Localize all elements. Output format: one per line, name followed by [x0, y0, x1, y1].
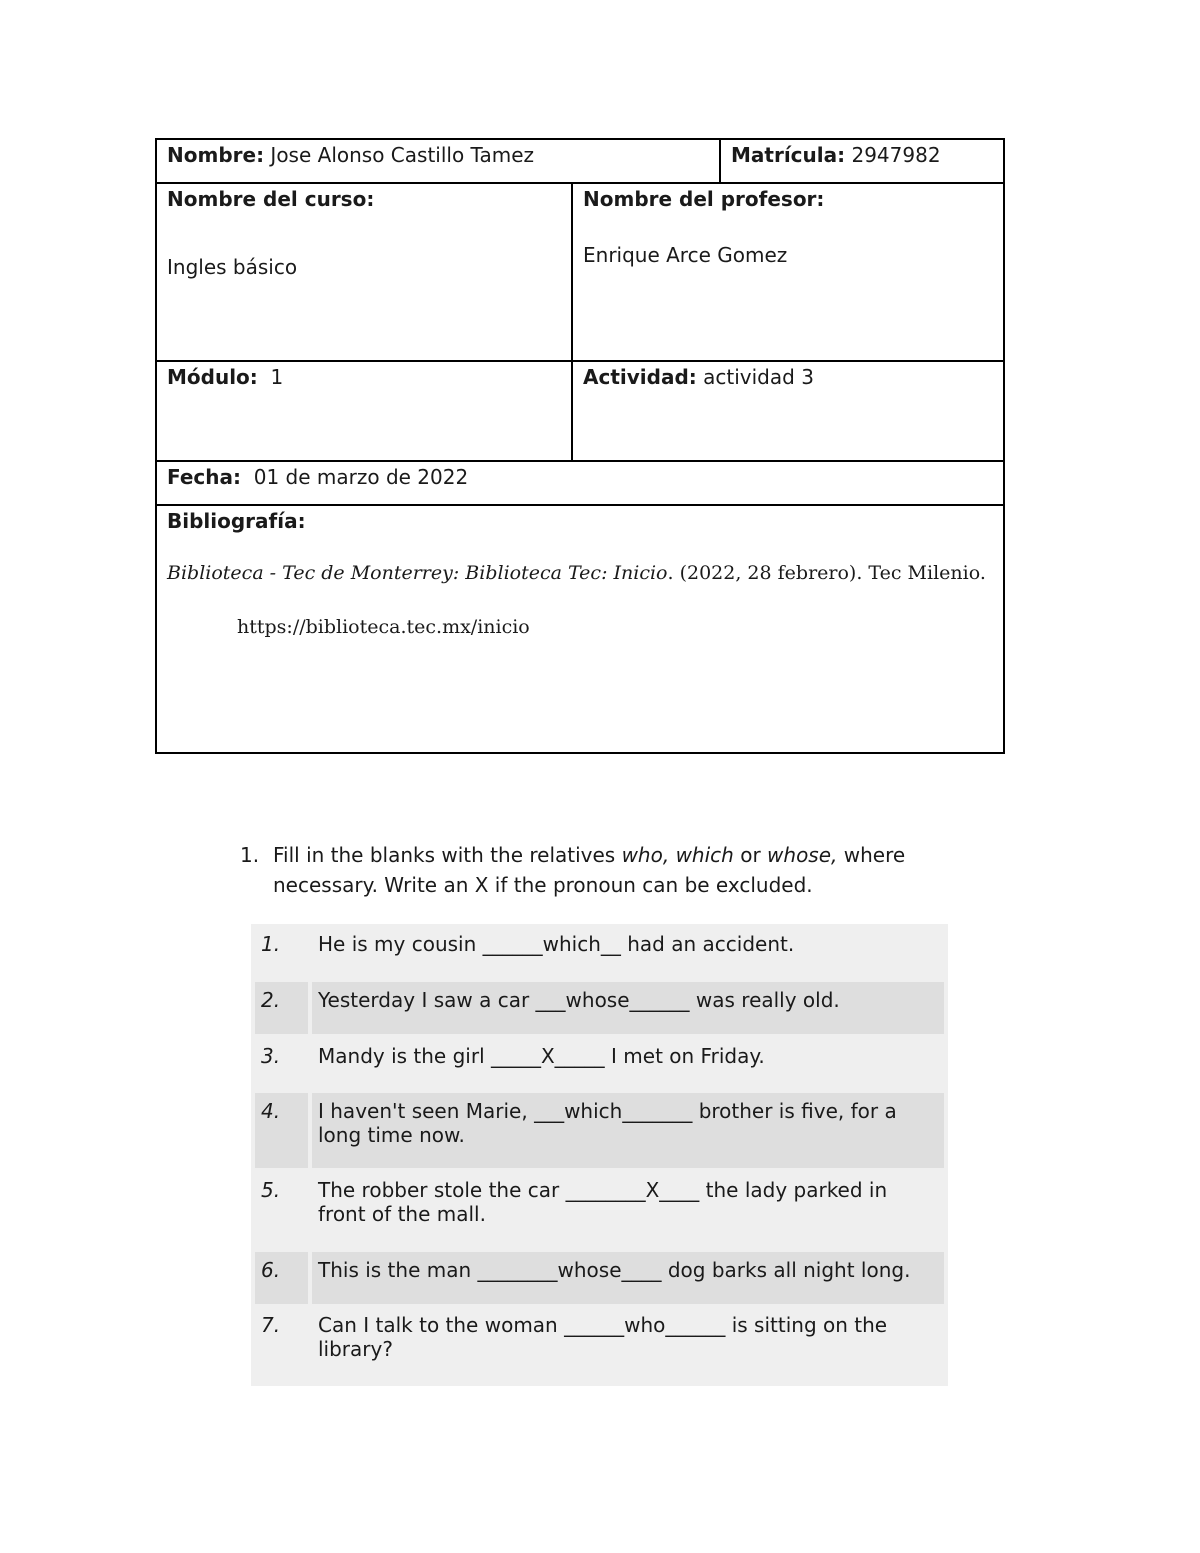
exercise-sentence: Mandy is the girl _____X_____ I met on Friday.: [318, 1044, 765, 1068]
exercise-number: 4.: [255, 1093, 308, 1168]
instruction-part-2: where necessary. Write an X if the pronoun can be excluded.: [273, 843, 906, 897]
exercise-sentence: He is my cousin ______which__ had an accident.: [318, 932, 795, 956]
exercise-sentence: Can I talk to the woman ______who______ is sitting on the library?: [318, 1313, 888, 1361]
exercise-row: [255, 1172, 944, 1248]
profesor-label: Nombre del profesor:: [583, 187, 825, 211]
fecha-label: Fecha:: [167, 465, 242, 489]
nombre-label: Nombre:: [167, 143, 265, 167]
profesor-cell: [572, 183, 1004, 361]
actividad-label: Actividad:: [583, 365, 697, 389]
instruction-or: or: [733, 843, 768, 867]
instruction-whose: whose,: [767, 843, 838, 867]
exercise-number: 1.: [261, 932, 281, 956]
exercise-row: [255, 1252, 944, 1304]
fecha-value: 01 de marzo de 2022: [253, 465, 469, 489]
exercise-number: 3.: [261, 1044, 281, 1068]
nombre-value: Jose Alonso Castillo Tamez: [270, 143, 534, 167]
instruction-who: who: [621, 843, 663, 867]
fecha-cell: [156, 461, 1004, 505]
matricula-cell: [720, 139, 1004, 183]
student-info-table: [155, 138, 1005, 754]
exercise-table: [251, 924, 948, 1386]
exercise-row: [255, 926, 944, 978]
curso-value: Ingles básico: [167, 255, 298, 279]
bibliografia-cell: [156, 505, 1004, 753]
bibliography-url: https://biblioteca.tec.mx/inicio: [237, 616, 530, 638]
modulo-cell: [156, 361, 572, 461]
modulo-value: 1: [270, 365, 284, 389]
instruction-text: [273, 840, 940, 900]
exercise-sentence: I haven't seen Marie, ___which_______ brother is five, for a long time now.: [312, 1093, 944, 1168]
exercise-number: 7.: [261, 1313, 281, 1337]
modulo-label: Módulo:: [167, 365, 258, 389]
exercise-number: 2.: [255, 982, 308, 1034]
actividad-cell: [572, 361, 1004, 461]
exercise-row: [255, 1307, 944, 1383]
exercise-row: [255, 1093, 944, 1168]
exercise-row: [255, 1038, 944, 1090]
instruction-which: which: [675, 843, 734, 867]
profesor-value: Enrique Arce Gomez: [583, 243, 788, 267]
curso-label: Nombre del curso:: [167, 187, 375, 211]
bibliography-entry: [167, 560, 993, 586]
exercise-row: [255, 982, 944, 1034]
actividad-value: actividad 3: [703, 365, 814, 389]
exercise-sentence: The robber stole the car ________X____ the lady parked in front of the mall.: [318, 1178, 888, 1226]
curso-cell: [156, 183, 572, 361]
instruction-part-1: Fill in the blanks with the relatives: [273, 843, 622, 867]
instruction-number: 1.: [240, 843, 260, 867]
matricula-value: 2947982: [851, 143, 941, 167]
instruction-comma: ,: [662, 843, 676, 867]
bibliography-title: Biblioteca - Tec de Monterrey: Biblioteca Tec: Inicio: [167, 562, 668, 584]
nombre-cell: [156, 139, 720, 183]
exercise-number: 6.: [255, 1252, 308, 1304]
exercise-sentence: This is the man ________whose____ dog barks all night long.: [312, 1252, 944, 1304]
bibliografia-label: Bibliografía:: [167, 509, 306, 533]
matricula-label: Matrícula:: [731, 143, 846, 167]
exercise-number: 5.: [261, 1178, 281, 1202]
bibliography-details: . (2022, 28 febrero). Tec Milenio.: [667, 562, 986, 584]
exercise-instructions: [240, 840, 940, 900]
exercise-sentence: Yesterday I saw a car ___whose______ was really old.: [312, 982, 944, 1034]
